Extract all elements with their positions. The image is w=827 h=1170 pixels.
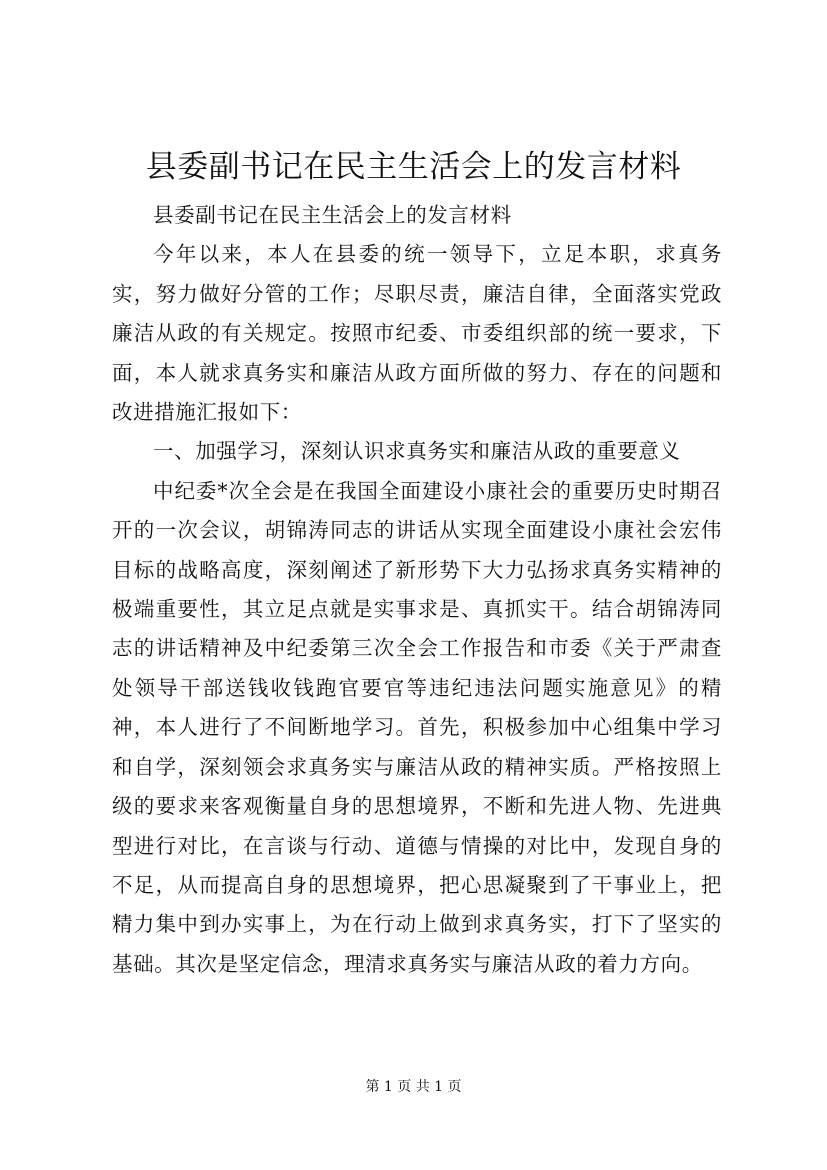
document-title: 县委副书记在民主生活会上的发言材料 [145,149,682,185]
body-paragraph: 中纪委*次全会是在我国全面建设小康社会的重要历史时期召开的一次会议，胡锦涛同志的讲话从实现全面建设小康社会宏伟目标的战略高度，深刻阐述了新形势下大力弘扬求真务实精神的极端重要性，其立足点就是实事求是、真抓实干。结合胡锦涛同志的讲话精神及中纪委第三次全会工作报告和市委《关于严肃查处领导干部送钱收钱跑官要官等违纪违法问题实施意见》的精神，本人进行了不间断地学习。首先，积极参加中心组集中学习和自学，深刻领会求真务实与廉洁从政的精神实质。严格按照上级的要求来客观衡量自身的思想境界，不断和先进人物、先进典型进行对比，在言谈与行动、道德与情操的对比中，发现自身的不足，从而提高自身的思想境界，把心思凝聚到了干事业上，把精力集中到办实事上，为在行动上做到求真务实，打下了坚实的基础。其次是坚定信念，理清求真务实与廉洁从政的着力方向。 [112,478,722,976]
subtitle-paragraph: 县委副书记在民主生活会上的发言材料 [153,203,512,227]
document-body [112,196,722,984]
section-heading: 一、加强学习，深刻认识求真务实和廉洁从政的重要意义 [153,439,681,464]
page-footer: 第 1 页 共 1 页 [365,1079,462,1095]
intro-paragraph: 今年以来，本人在县委的统一领导下，立足本职，求真务实，努力做好分管的工作；尽职尽责，廉洁自律，全面落实党政廉洁从政的有关规定。按照市纪委、市委组织部的统一要求，下面，本人就求真务实和廉洁从政方面所做的努力、存在的问题和改进措施汇报如下： [112,242,722,425]
